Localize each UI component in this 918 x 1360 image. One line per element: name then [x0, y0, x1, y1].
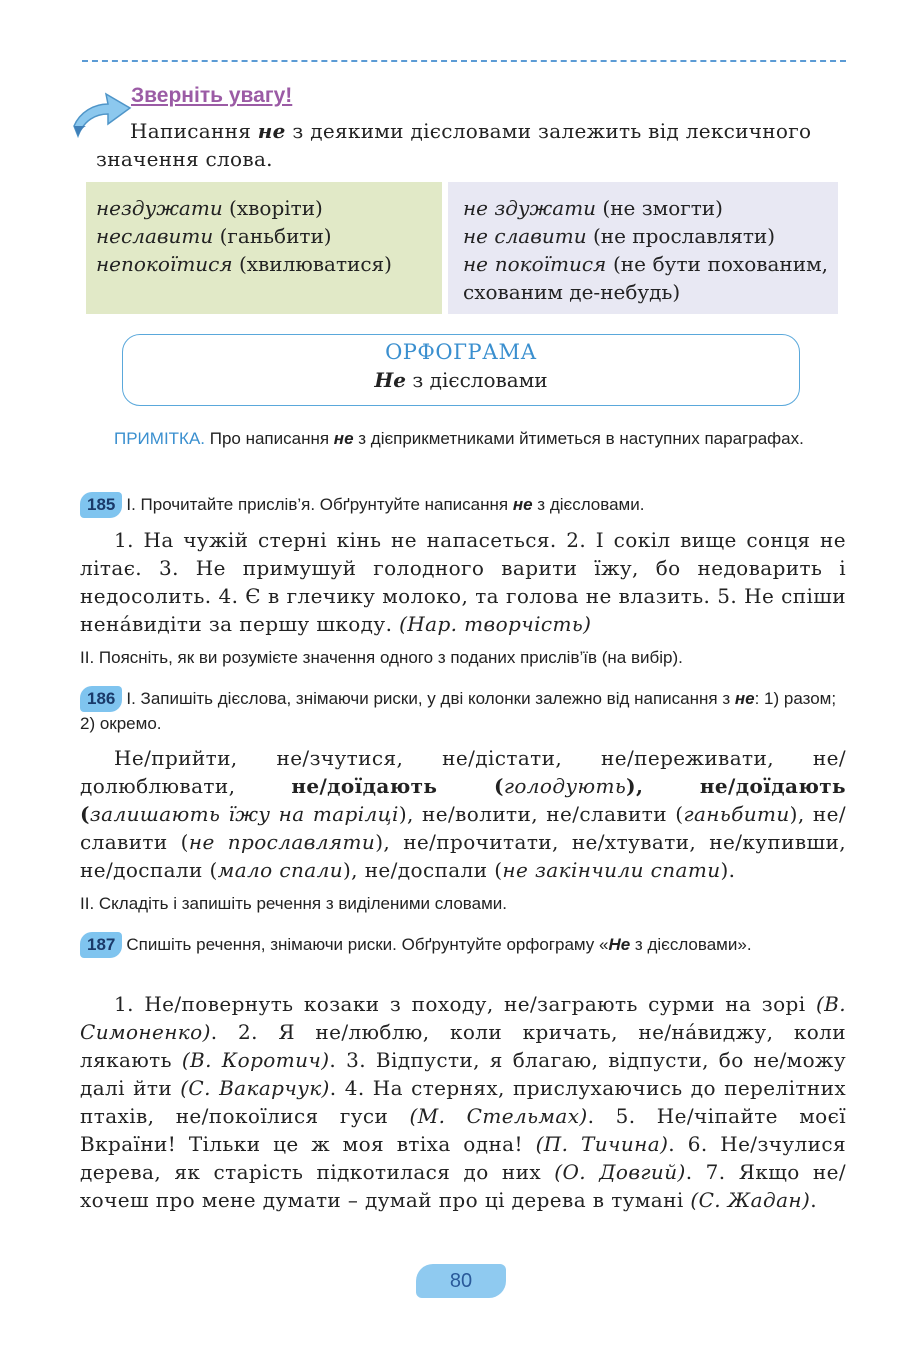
orfograma-ne: Не: [374, 368, 407, 392]
italic-gloss: не закінчили спати: [502, 858, 721, 882]
exercise-number-badge: 186: [80, 686, 122, 712]
exercise-187-task: [80, 932, 848, 958]
table-left-column: [86, 182, 442, 314]
top-dashed-divider: [82, 60, 846, 62]
table-gloss: (не бути похованим, схованим де-небудь): [463, 252, 828, 304]
table-row: [96, 194, 432, 222]
bold-word: не/доїдають: [699, 774, 846, 798]
note-text-2: з дієприкметниками йтиметься в наступних параграфах.: [353, 429, 804, 448]
exercise-186-task-2: ІІ. Складіть і запишіть речення з виділеними словами.: [80, 894, 508, 913]
proverbs-source: (Нар. творчість): [399, 612, 592, 636]
task-text-1: Спишіть речення, знімаючи риски. Обґрунтуйте орфограму «: [126, 935, 609, 954]
proverbs-text: 1. На чужій стерні кінь не напасеться. 2. І сокіл вище сонця не літає. 3. Не примушуй голодного варити їжу, бо недоварить і недосолить. 4. Є в глечику молоко, та голова не влазить. 5. Не спіши ненáвидіти за першу шкоду.: [80, 528, 846, 636]
exercise-187-text: [80, 990, 846, 1214]
task-text-1: І. Запишіть дієслова, знімаючи риски, у дві колонки залежно від написання з: [126, 689, 735, 708]
intro-text-2: з деякими дієсловами залежить від лексичного значення слова.: [96, 119, 812, 171]
verbs-text: Не/прийти, не/зчутися, не/дістати, не/переживати, не/долюблювати,: [80, 746, 846, 798]
orfograma-title: ОРФОГРАМА: [385, 340, 537, 364]
note-ne: не: [333, 429, 354, 448]
table-row: [463, 250, 828, 306]
intro-text-1: Написання: [130, 119, 258, 143]
table-word: не здужати: [463, 196, 597, 220]
sentence-text: . 4. На стернях, прислухаючись до перелітних птахів, не/покоїлися гуси: [80, 1076, 846, 1128]
attention-title: Зверніть увагу!: [131, 84, 293, 107]
table-word: не покоїтися: [463, 252, 607, 276]
note-label: ПРИМІТКА.: [114, 429, 206, 448]
orfograma-box: [122, 334, 800, 406]
author-ref: (С. Жадан): [690, 1188, 811, 1212]
sentence-text: 1. Не/повернуть козаки з походу, не/заграють сурми на зорі: [114, 992, 816, 1016]
sentence-text: . 7. Якщо не/хочеш про мене думати – думай про ці дерева в тумані: [80, 1160, 846, 1212]
author-ref: (М. Стельмах): [409, 1104, 588, 1128]
table-gloss: (хвилюватися): [232, 252, 392, 276]
verbs-text: ).: [720, 858, 736, 882]
page-number: 80: [416, 1264, 506, 1298]
bold-paren: ),: [626, 774, 700, 798]
table-gloss: (не змогти): [596, 196, 723, 220]
author-ref: (В. Симоненко): [80, 992, 846, 1044]
table-row: [96, 250, 432, 278]
italic-gloss: не прославляти: [188, 830, 376, 854]
sentence-text: . 6. Не/зчулися дерева, як старість підкотилася до них: [80, 1132, 846, 1184]
exercise-185-task: [80, 492, 848, 518]
exercise-number-badge: 187: [80, 932, 122, 958]
intro-paragraph: [96, 117, 848, 173]
italic-gloss: голодують: [503, 774, 627, 798]
italic-gloss: мало спали: [217, 858, 343, 882]
author-ref: (В. Коротич): [181, 1048, 330, 1072]
exercise-186-task: [80, 686, 848, 736]
table-word: не славити: [463, 224, 587, 248]
italic-gloss: ганьбити: [683, 802, 790, 826]
orfograma-subtitle: [123, 368, 799, 392]
table-gloss: (ганьбити): [213, 224, 332, 248]
task-text-1: І. Прочитайте прислів’я. Обґрунтуйте написання: [126, 495, 513, 514]
verbs-text: ), не/славити (: [80, 802, 846, 854]
table-gloss: (не прославляти): [586, 224, 776, 248]
author-ref: (О. Довгий): [554, 1160, 686, 1184]
bold-paren: (: [80, 802, 90, 826]
sentence-text: . 5. Не/чіпайте моєї Вкраїни! Тільки це ж моя втіха одна!: [80, 1104, 846, 1156]
note-text-1: Про написання: [205, 429, 334, 448]
table-word: непокоїтися: [96, 252, 233, 276]
table-word: неславити: [96, 224, 214, 248]
sentence-text: . 3. Відпусти, я благаю, відпусти, бо не/можу далі йти: [80, 1048, 847, 1100]
sentence-text: . 2. Я не/люблю, коли кричать, не/нáвиджу, коли лякають: [80, 1020, 846, 1072]
table-word: нездужати: [96, 196, 223, 220]
table-row: [463, 194, 828, 222]
exercise-185-task-2: ІІ. Поясніть, як ви розумієте значення одного з поданих прислів’їв (на вибір).: [80, 648, 683, 667]
exercise-185-text: [80, 526, 846, 638]
italic-gloss: залишають їжу на тарілці: [89, 802, 399, 826]
task-text-2: з дієсловами.: [532, 495, 645, 514]
exercise-number-badge: 185: [80, 492, 122, 518]
task-text-2: : 1) разом; 2) окремо.: [80, 689, 837, 733]
author-ref: (П. Тичина): [535, 1132, 669, 1156]
verbs-text: ), не/прочитати, не/хтувати, не/купивши, не/доспали (: [80, 830, 846, 882]
task-ne: не: [734, 689, 755, 708]
verbs-text: ), не/доспали (: [342, 858, 503, 882]
table-right-column: [448, 182, 838, 314]
task-ne: Не: [608, 935, 631, 954]
exercise-186-text: [80, 744, 846, 884]
bold-word: не/доїдають: [291, 774, 438, 798]
note-paragraph: [82, 426, 846, 451]
table-gloss: (хворіти): [222, 196, 323, 220]
author-ref: (С. Вакарчук): [180, 1076, 330, 1100]
table-row: [96, 222, 432, 250]
sentence-text: .: [810, 1188, 817, 1212]
orfograma-rest: з дієсловами: [406, 368, 548, 392]
intro-ne: не: [257, 119, 286, 143]
task-text-2: з дієсловами».: [630, 935, 752, 954]
table-row: [463, 222, 828, 250]
task-ne: не: [512, 495, 533, 514]
bold-paren: (: [437, 774, 504, 798]
verbs-text: ), не/волити, не/славити (: [398, 802, 684, 826]
